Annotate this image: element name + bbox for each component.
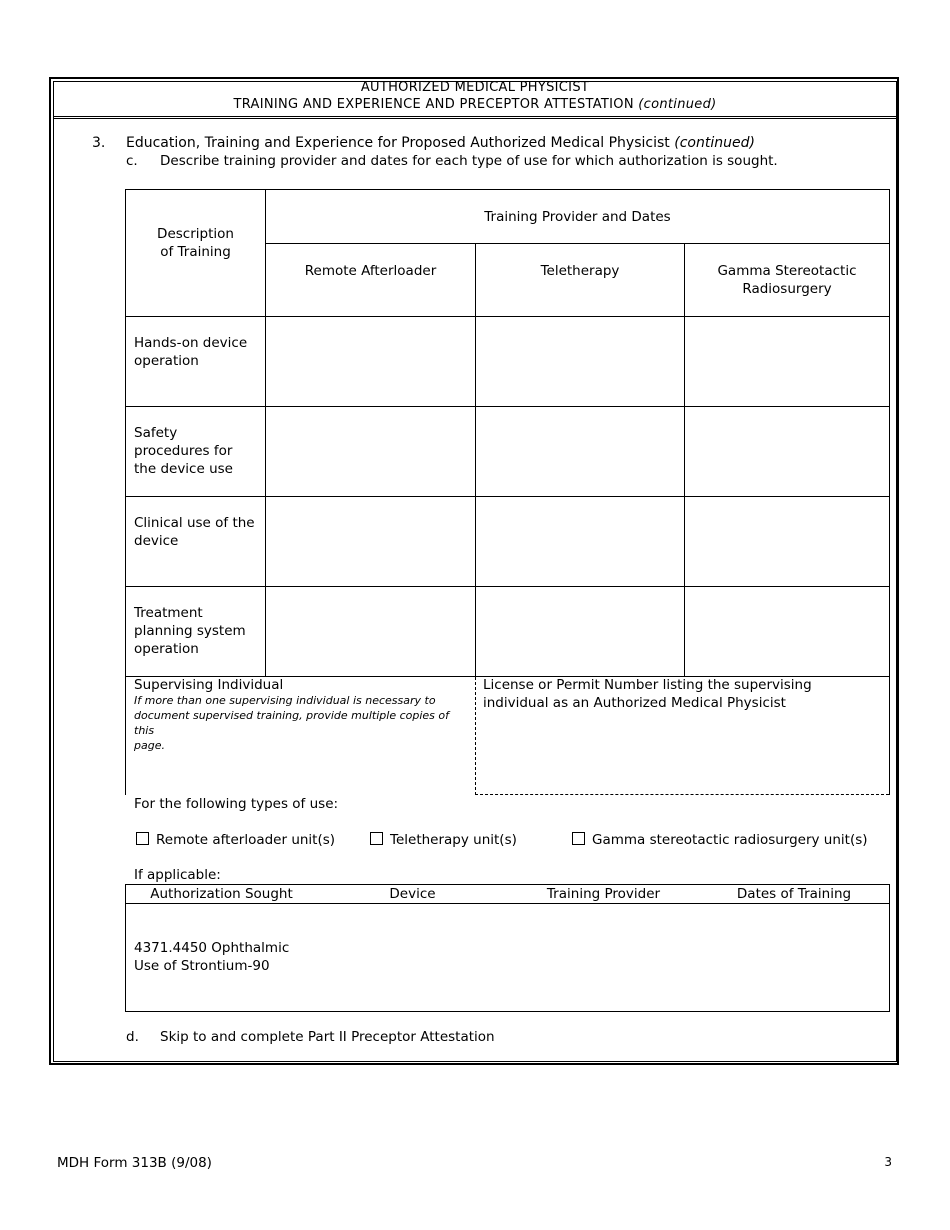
row-label-line: planning system — [134, 623, 246, 639]
training-cell-input[interactable] — [266, 587, 475, 676]
item-c-text: Describe training provider and dates for each type of use for which authorization is sought. — [160, 153, 778, 169]
column-header-line: Teletherapy — [540, 263, 620, 279]
provider-header: Training Provider and Dates — [484, 209, 671, 225]
applicable-header: Dates of Training — [736, 886, 852, 902]
column-header-line: Radiosurgery — [742, 281, 832, 297]
form-title-line2 — [53, 97, 897, 112]
description-header-line: Description — [157, 226, 234, 242]
license-label — [483, 676, 883, 712]
device-input[interactable] — [320, 906, 505, 1008]
column-header — [266, 262, 475, 280]
checkbox-box — [136, 832, 149, 845]
column-header — [685, 262, 889, 298]
checkbox-label: Remote afterloader unit(s) — [156, 832, 336, 848]
training-cell-input[interactable] — [476, 587, 684, 676]
applicable-header: Training Provider — [546, 886, 661, 902]
training-cell-input[interactable] — [266, 407, 475, 496]
form-title-suffix: (continued) — [638, 97, 717, 112]
row-label-line: Clinical use of the — [134, 515, 255, 531]
supervising-divider — [475, 794, 889, 795]
row-label — [134, 424, 264, 478]
table-rule — [265, 243, 890, 244]
item-d-letter: d. — [126, 1029, 139, 1045]
training-provider-input[interactable] — [511, 906, 696, 1008]
license-number-input[interactable] — [480, 716, 885, 790]
supervising-individual-input[interactable] — [130, 740, 470, 792]
supervising-note-line: document supervised training, provide multiple copies of this — [134, 709, 449, 737]
checkbox-box — [370, 832, 383, 845]
row-label-line: Treatment — [134, 605, 203, 621]
form-id: MDH Form 313B (9/08) — [57, 1155, 212, 1171]
training-cell-input[interactable] — [685, 407, 889, 496]
item-d-text: Skip to and complete Part II Preceptor Attestation — [160, 1029, 495, 1045]
row-label — [134, 604, 264, 658]
license-label-line: License or Permit Number listing the supervising — [483, 677, 812, 693]
page-number: 3 — [884, 1155, 892, 1169]
license-label-line: individual as an Authorized Medical Physicist — [483, 695, 786, 711]
row-label — [134, 514, 264, 550]
supervising-note-line: If more than one supervising individual is necessary to — [134, 694, 436, 707]
table-rule — [889, 676, 890, 795]
table-rule — [125, 189, 890, 190]
training-cell-input[interactable] — [476, 317, 684, 406]
column-header-line: Remote Afterloader — [304, 263, 437, 279]
checkbox[interactable] — [136, 832, 151, 847]
row-label-line: operation — [134, 353, 199, 369]
dates-of-training-input[interactable] — [702, 906, 886, 1008]
row-label — [134, 334, 264, 370]
description-header — [126, 225, 265, 261]
checkbox-box — [572, 832, 585, 845]
column-header-line: Gamma Stereotactic — [717, 263, 857, 279]
checkbox[interactable] — [572, 832, 587, 847]
row-label-line: Safety — [134, 425, 178, 441]
form-title-line1: AUTHORIZED MEDICAL PHYSICIST — [360, 80, 590, 95]
table-rule — [889, 189, 890, 676]
section-title — [126, 135, 755, 151]
table-rule — [125, 189, 126, 795]
table-rule — [125, 903, 890, 904]
supervising-label: Supervising Individual — [134, 677, 284, 693]
header-divider — [53, 116, 897, 117]
column-header — [476, 262, 684, 280]
section-number: 3. — [92, 135, 106, 151]
authorization-sought-value — [134, 939, 289, 975]
row-label-line: the device use — [134, 461, 233, 477]
header-divider-inner — [53, 118, 897, 119]
section-title-text: Education, Training and Experience for Proposed Authorized Medical Physicist — [126, 135, 670, 151]
description-header-line: of Training — [160, 244, 231, 260]
training-cell-input[interactable] — [685, 497, 889, 586]
item-c-letter: c. — [126, 153, 138, 169]
checkbox[interactable] — [370, 832, 385, 847]
types-of-use-label: For the following types of use: — [134, 796, 339, 812]
training-cell-input[interactable] — [266, 317, 475, 406]
form-title-text: TRAINING AND EXPERIENCE AND PRECEPTOR ATTESTATION — [233, 97, 634, 112]
section-title-suffix: (continued) — [674, 135, 755, 151]
row-label-line: procedures for — [134, 443, 233, 459]
applicable-header: Device — [389, 886, 436, 902]
training-cell-input[interactable] — [685, 317, 889, 406]
if-applicable-label: If applicable: — [134, 867, 221, 883]
training-cell-input[interactable] — [685, 587, 889, 676]
supervising-note-line: page. — [134, 739, 165, 752]
supervising-divider — [475, 677, 476, 795]
row-label-line: device — [134, 533, 179, 549]
checkbox-label: Gamma stereotactic radiosurgery unit(s) — [592, 832, 868, 848]
applicable-header: Authorization Sought — [150, 886, 293, 902]
training-cell-input[interactable] — [476, 497, 684, 586]
authorization-sought-line: 4371.4450 Ophthalmic — [134, 940, 290, 956]
authorization-sought-line: Use of Strontium-90 — [134, 958, 270, 974]
training-cell-input[interactable] — [266, 497, 475, 586]
row-label-line: operation — [134, 641, 199, 657]
checkbox-label: Teletherapy unit(s) — [390, 832, 517, 848]
training-cell-input[interactable] — [476, 407, 684, 496]
row-label-line: Hands-on device — [134, 335, 248, 351]
